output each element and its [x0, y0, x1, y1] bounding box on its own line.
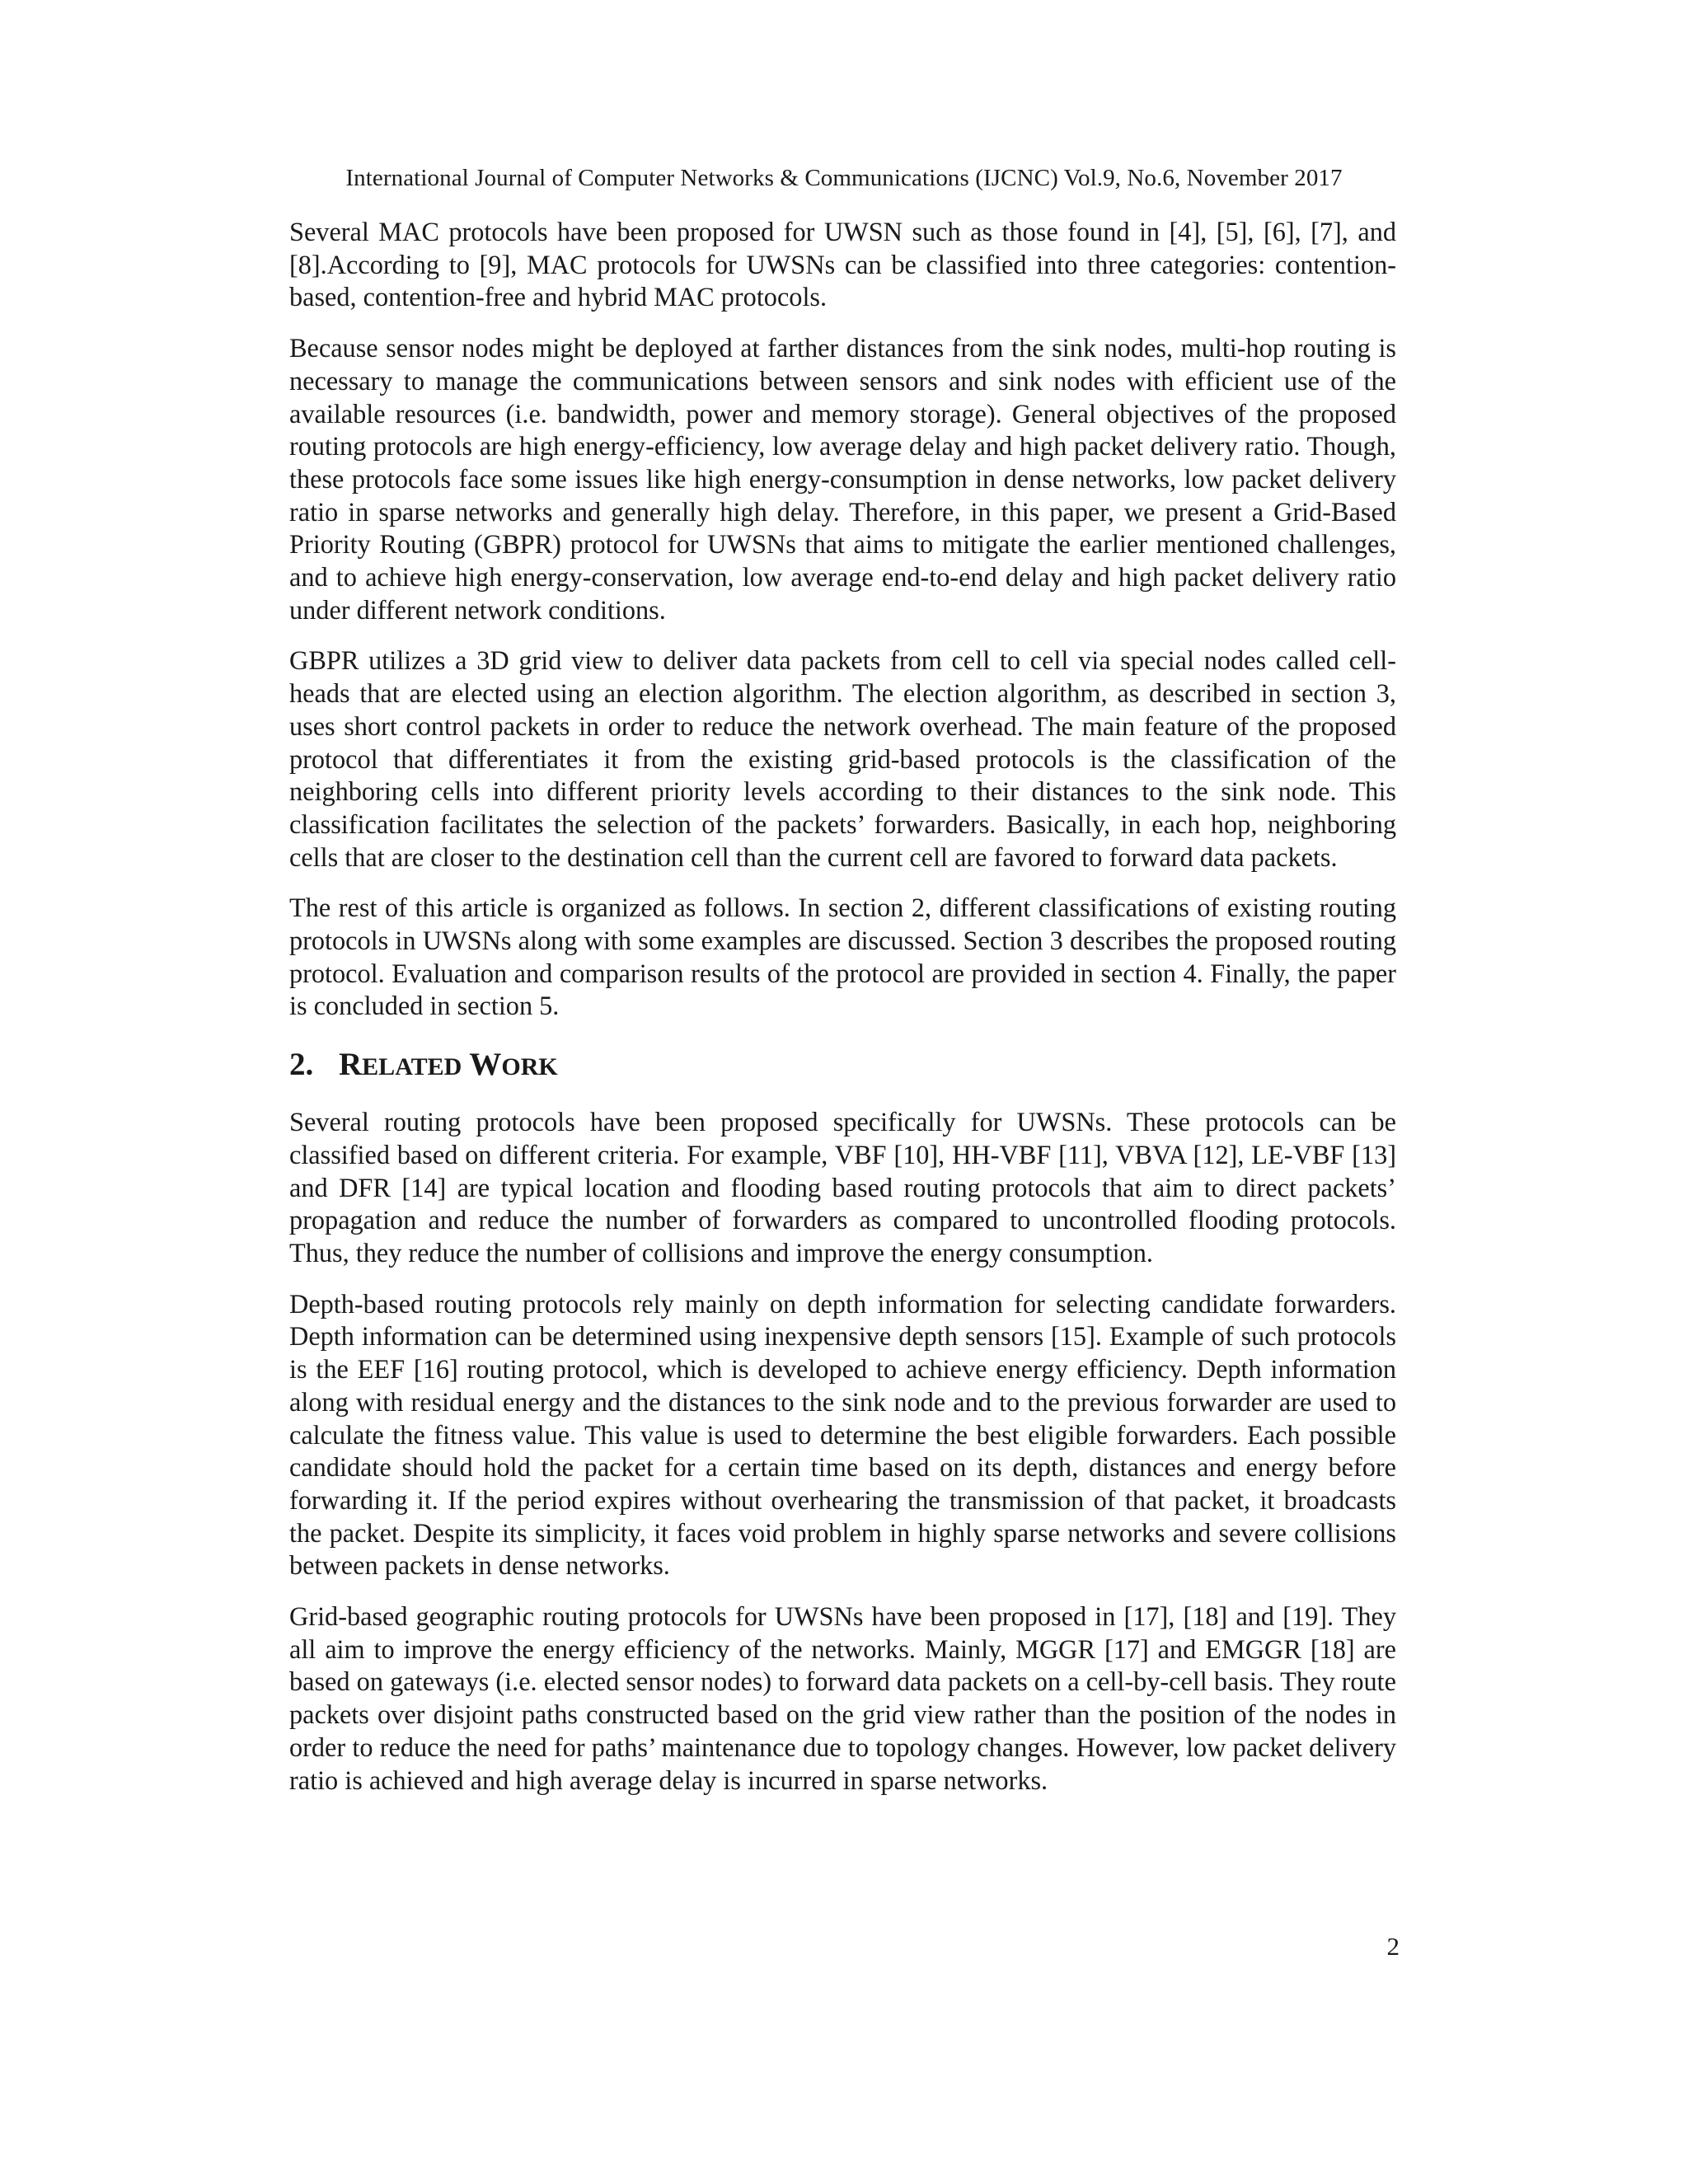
section-heading-related-work: [289, 1046, 1396, 1086]
running-header: International Journal of Computer Networks & Communications (IJCNC) Vol.9, No.6, November 2017: [345, 165, 1343, 191]
section-number: 2.: [289, 1047, 314, 1083]
paragraph-multihop-routing: Because sensor nodes might be deployed at farther distances from the sink nodes, multi-hop routing is necessary to manage the communications between sensors and sink nodes with efficient use of the available resources (i.e. bandwidth, power and memory storage). General objectives of the proposed routing protocols are high energy-efficiency, low average delay and high packet delivery ratio. Though, these protocols face some issues like high energy-consumption in dense networks, low packet delivery ratio in sparse networks and generally high delay. Therefore, in this paper, we present a Grid-Based Priority Routing (GBPR) protocol for UWSNs that aims to mitigate the earlier mentioned challenges, and to achieve high energy-conservation, low average end-to-end delay and high packet delivery ratio under different network conditions.: [289, 333, 1396, 625]
page-number: 2: [1386, 1932, 1400, 1961]
section-title-smallcaps-elated: ELATED: [362, 1053, 462, 1081]
paragraph-gbpr-overview: GBPR utilizes a 3D grid view to deliver data packets from cell to cell via special nodes called cell-heads that are elected using an election algorithm. The election algorithm, as described in section 3, uses short control packets in order to reduce the network overhead. The main feature of the proposed protocol that differentiates it from the existing grid-based protocols is the classification of the neighboring cells into different priority levels according to their distances to the sink node. This classification facilitates the selection of the packets’ forwarders. Basically, in each hop, neighboring cells that are closer to the destination cell than the current cell are favored to forward data packets.: [289, 645, 1396, 872]
paragraph-depth-based: Depth-based routing protocols rely mainly on depth information for selecting candidate forwarders. Depth information can be determined using inexpensive depth sensors [15]. Example of such protocols is the EEF [16] routing protocol, which is developed to achieve energy efficiency. Depth information along with residual energy and the distances to the sink node and to the previous forwarder are used to calculate the fitness value. This value is used to determine the best eligible forwarders. Each possible candidate should hold the packet for a certain time based on its depth, distances and energy before forwarding it. If the period expires without overhearing the transmission of that packet, it broadcasts the packet. Despite its simplicity, it faces void problem in highly sparse networks and severe collisions between packets in dense networks.: [289, 1288, 1396, 1581]
section-title-initial-w: W: [469, 1047, 502, 1083]
paragraph-grid-based: Grid-based geographic routing protocols for UWSNs have been proposed in [17], [18] and [19]. They all aim to improve the energy efficiency of the networks. Mainly, MGGR [17] and EMGGR [18] are based on gateways (i.e. elected sensor nodes) to forward data packets on a cell-by-cell basis. They route packets over disjoint paths constructed based on the grid view rather than the position of the nodes in order to reduce the need for paths’ maintenance due to topology changes. However, low packet delivery ratio is achieved and high average delay is incurred in sparse networks.: [289, 1601, 1396, 1795]
paragraph-location-flooding: Several routing protocols have been proposed specifically for UWSNs. These protocols can be classified based on different criteria. For example, VBF [10], HH-VBF [11], VBVA [12], LE-VBF [13] and DFR [14] are typical location and flooding based routing protocols that aim to direct packets’ propagation and reduce the number of forwarders as compared to uncontrolled flooding protocols. Thus, they reduce the number of collisions and improve the energy consumption.: [289, 1107, 1396, 1268]
page-body: [289, 216, 1396, 1815]
paragraph-mac-protocols: Several MAC protocols have been proposed for UWSN such as those found in [4], [5], [6], [7], and [8].According to [9], MAC protocols for UWSNs can be classified into three categories: contention-based, contention-free and hybrid MAC protocols.: [289, 217, 1396, 312]
section-title-smallcaps-ork: ORK: [501, 1053, 558, 1081]
paragraph-article-organization: The rest of this article is organized as follows. In section 2, different classifications of existing routing protocols in UWSNs along with some examples are discussed. Section 3 describes the proposed routing protocol. Evaluation and comparison results of the protocol are provided in section 4. Finally, the paper is concluded in section 5.: [289, 893, 1396, 1021]
section-title-initial-r: R: [339, 1047, 363, 1083]
